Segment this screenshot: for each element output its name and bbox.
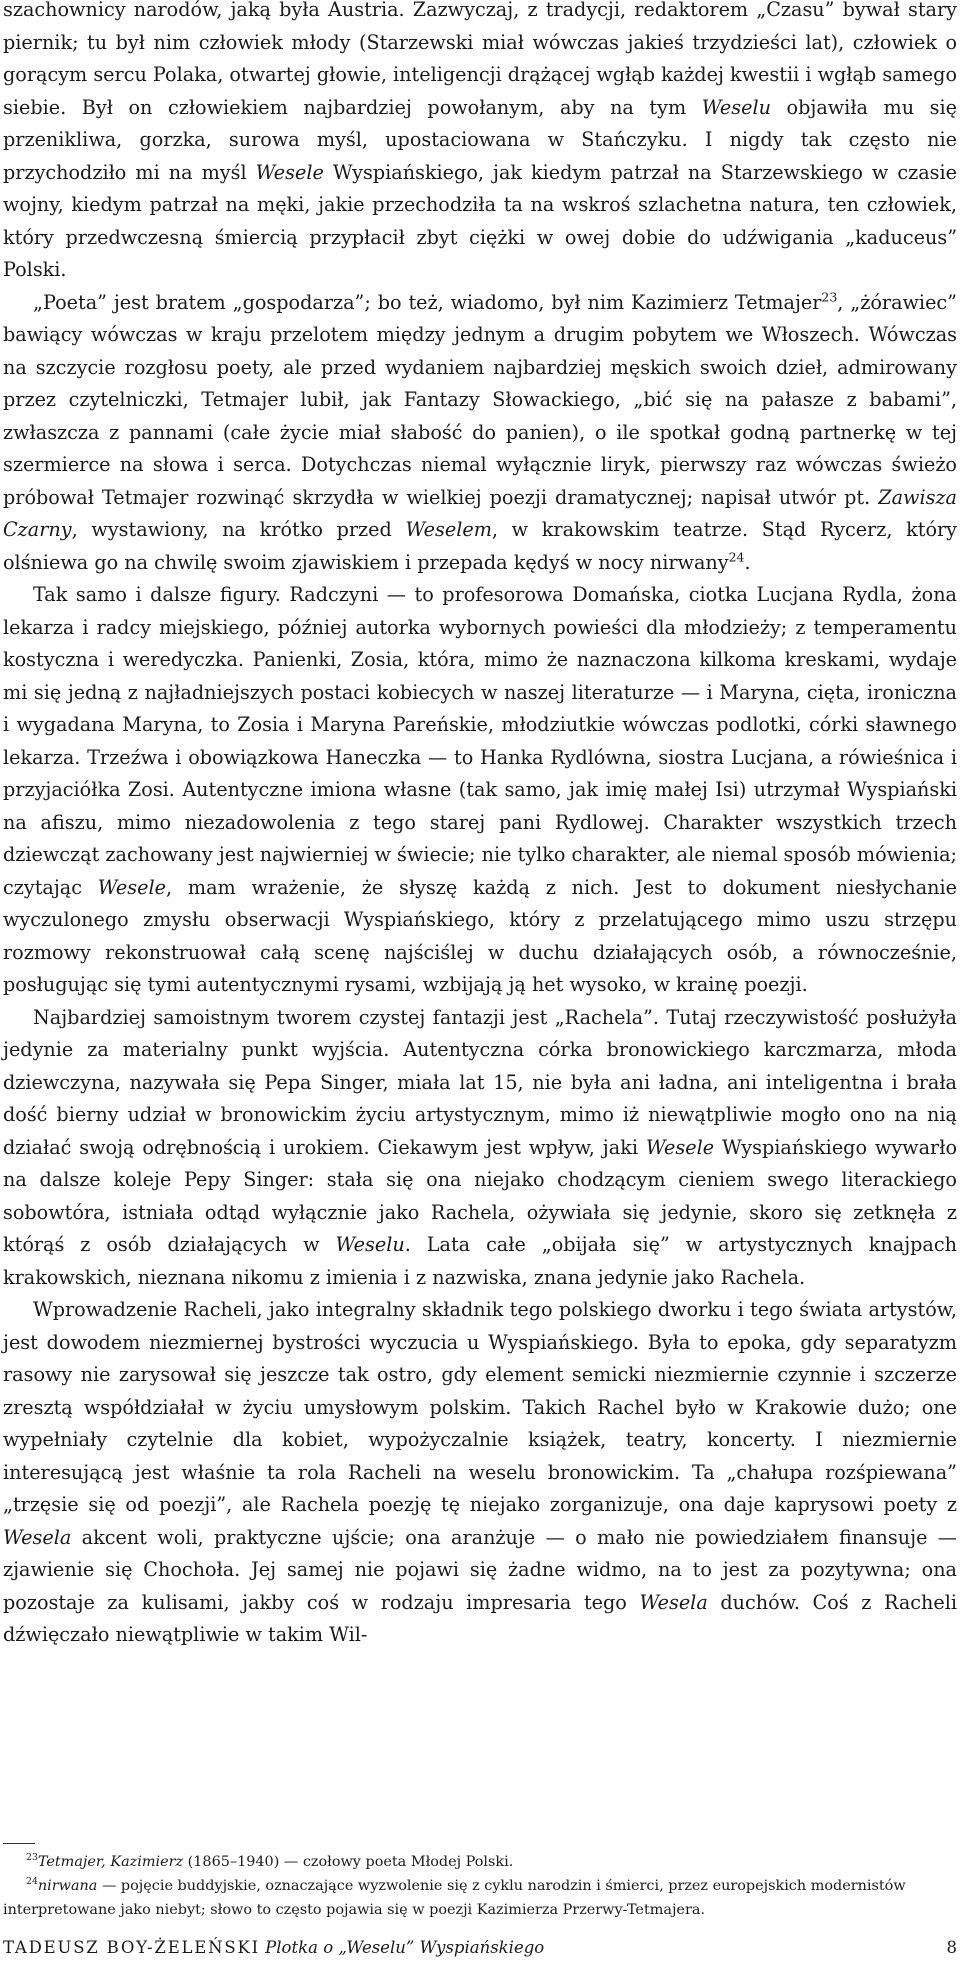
- footnote-text: (1865–1940) — czołowy poeta Młodej Polski.: [183, 1854, 514, 1870]
- text-run: .: [744, 550, 751, 574]
- italic-title: Wesele: [255, 160, 324, 184]
- footnote-23: [3, 1850, 957, 1874]
- italic-title: Weselu: [701, 95, 771, 119]
- footnote-ref: 24: [728, 549, 745, 565]
- page-footer: [3, 1932, 957, 1962]
- paragraph-1: [3, 0, 957, 287]
- text-run: , mam wrażenie, że słyszę każdą z nich. Jest to dokument niesłychanie wyczulonego zmysłu obserwacji Wyspiańskiego, który z przelatującego mimo uszu strzępu rozmowy rekonstruował całą scenę najściślej w duchu działających osób, a równocześnie, posługując się tymi autentycznymi rysami, wzbijają ją het wysoko, w krainę poezji.: [3, 875, 957, 996]
- text-run: objawiła mu się przenikliwa, gorzka, surowa myśl, upostaciowana w Stańczyku. I nigdy tak często nie przychodziło mi na myśl: [3, 95, 957, 184]
- footnote-term: Tetmajer, Kazimierz: [37, 1854, 184, 1870]
- text-run: szachownicy narodów, jaką była Austria. Zazwyczaj, z tradycji, redaktorem „Czasu” bywał stary piernik; tu był nim człowiek młody (Starzewski miał wówczas jakieś trzydzieści lat), człowiek o gorącym sercu Polaka, otwartej głowie, inteligencji drążącej wgłąb każdej kwestii i wgłąb samego siebie. Był on człowiekiem najbardziej powołanym, aby na tym: [3, 0, 957, 119]
- italic-title: Wesela: [3, 1525, 72, 1549]
- text-run: , w krakowskim teatrze. Stąd Rycerz, który olśniewa go na chwilę swoim zjawiskiem i przepada kędyś w nocy nirwany: [3, 518, 958, 574]
- paragraph-3: [3, 579, 957, 1002]
- italic-title: Wesele: [645, 1135, 715, 1159]
- footnote-term: nirwana: [37, 1878, 98, 1894]
- running-title: [3, 1938, 544, 1957]
- footnote-text: — pojęcie buddyjskie, oznaczające wyzwolenie się z cyklu narodzin i śmierci, przez europejskich modernistów interpretowane jako niebyt; słowo to często pojawia się w poezji Kazimierza Przerwy-Tetmajera.: [3, 1878, 906, 1918]
- text-run: Wyspiańskiego wywarło na dalsze koleje Pepy Singer: stała się ona niejako chodzącym cieniem swego literackiego sobowtóra, istniała odtąd wyłącznie jako Rachela, ożywiała się jedynie, skoro się zetknęła z którąś z osób działających w: [3, 1135, 957, 1256]
- italic-title: Wesele: [97, 875, 166, 899]
- text-run: Wprowadzenie Racheli, jako integralny składnik tego polskiego dworku i tego świata artystów, jest dowodem niezmiernej bystrości wyczucia u Wyspiańskiego. Była to epoka, gdy separatyzm rasowy nie zarysował się jeszcze tak ostro, gdy element semicki niezmiernie czynnie i szczerze zresztą współdziałał w życiu umysłowym polskim. Takich Rachel było w Krakowie dużo; one wypełniały czytelnie dla kobiet, wypożyczalnie książek, teatry, koncerty. I niezmiernie interesującą jest właśnie ta rola Racheli na weselu bronowickim. Ta „chałupa rozśpiewana” „trzęsie się od poezji”, ale Rachela poezję tę niejako zorganizuje, ona daje kaprysowi poety z: [3, 1298, 957, 1516]
- footnotes: [3, 1843, 957, 1922]
- text-run: Najbardziej samoistnym tworem czystej fantazji jest „Rachela”. Tutaj rzeczywistość posłużyła jedynie za materialny punkt wyjścia. Autentyczna córka bronowickiego karczmarza, młoda dziewczyna, nazywała się Pepa Singer, miała lat 15, nie była ani ładna, ani inteligentna i brała dość bierny udział w bronowickim życiu artystycznym, mimo iż niewątpliwie mogło ono na nią działać swoją odrębnością i urokiem. Ciekawym jest wpływ, jaki: [3, 1005, 957, 1159]
- footnote-rule: [3, 1843, 35, 1844]
- paragraph-2: [3, 287, 957, 580]
- page-number: 8: [946, 1937, 957, 1957]
- text-run: Wyspiańskiego, jak kiedym patrzał na Starzewskiego w czasie wojny, kiedym patrzał na męki, jakie przechodziła ta na wskroś szlachetna natura, ten człowiek, który przedwczesną śmiercią przypłacił zbyt ciężki w owej dobie do udźwigania „kaduceus” Polski.: [3, 160, 957, 281]
- footnote-ref: 23: [821, 289, 838, 305]
- text-run: Tak samo i dalsze figury. Radczyni — to profesorowa Domańska, ciotka Lucjana Rydla, żona lekarza i radcy miejskiego, później autorka wybornych powieści dla młodzieży; z temperamentu kostyczna i weredyczka. Panienki, Zosia, która, mimo że naznaczona kilkoma kreskami, wydaje mi się jedną z najładniejszych postaci kobiecych w naszej literaturze — i Maryna, cięta, ironiczna i wygadana Maryna, to Zosia i Maryna Pareńskie, młodziutkie wówczas podlotki, córki sławnego lekarza. Trzeźwa i obowiązkowa Haneczka — to Hanka Rydlówna, siostra Lucjana, a rówieśnica i przyjaciółka Zosi. Autentyczne imiona własne (tak samo, jak imię małej Isi) utrzymał Wyspiański na afiszu, mimo niezadowolenia z tego starej pani Rydlowej. Charakter wszystkich trzech dziewcząt zachowany jest najwierniej w świecie; nie tylko charakter, ale niemal sposób mówienia; czytając: [3, 583, 957, 899]
- text-run: , „żórawiec” bawiący wówczas w kraju przelotem między jednym a drugim pobytem we Włoszech. Wówczas na szczycie rozgłosu poety, ale przed wydaniem najbardziej męskich swoich dzieł, admirowany przez czytelniczki, Tetmajer lubił, jak Fantazy Słowackiego, „bić się na pałasze z babami”, zwłaszcza z pannami (całe życie miał słabość do panien), o ile spotkał godną partnerkę w tej szermierce na słowa i serca. Dotychczas niemal wyłącznie liryk, pierwszy raz wówczas świeżo próbował Tetmajer rozwinąć skrzydła w wielkiej poezji dramatycznej; napisał utwór pt.: [3, 290, 957, 509]
- footnote-24: [3, 1874, 957, 1922]
- paragraph-5: [3, 1294, 957, 1652]
- text-run: duchów. Coś z Racheli dźwięczało niewątpliwie w takim Wil-: [3, 1590, 957, 1646]
- body-text: [3, 0, 957, 1652]
- italic-title: Zawisza Czarny: [3, 485, 957, 541]
- italic-title: Weselu: [335, 1233, 405, 1256]
- italic-title: Wesela: [639, 1590, 708, 1614]
- text-run: akcent woli, praktyczne ujście; ona aranżuje — o mało nie powiedziałem finansuje — zjawienie się Chochoła. Jej samej nie pojawi się żadne widmo, na to jest za pozytywna; ona pozostaje za kulisami, jakby coś w rodzaju impresaria tego: [3, 1525, 957, 1614]
- text-run: , wystawiony, na krótko przed: [71, 518, 406, 541]
- footnote-number: 24: [26, 1876, 38, 1888]
- text-run: „Poeta” jest bratem „gospodarza”; bo też, wiadomo, był nim Kazimierz Tetmajer: [33, 290, 822, 314]
- footnote-number: 23: [26, 1852, 38, 1864]
- footer-author: TADEUSZ BOY-ŻELEŃSKI: [3, 1937, 260, 1957]
- italic-title: Weselem: [405, 518, 492, 541]
- paragraph-4: [3, 1002, 957, 1295]
- footer-work-title: Plotka o „Weselu” Wyspiańskiego: [265, 1937, 545, 1957]
- text-run: . Lata całe „obijała się” w artystycznych knajpach krakowskich, nieznana nikomu z imienia i z nazwiska, znana jedynie jako Rachela.: [3, 1233, 957, 1289]
